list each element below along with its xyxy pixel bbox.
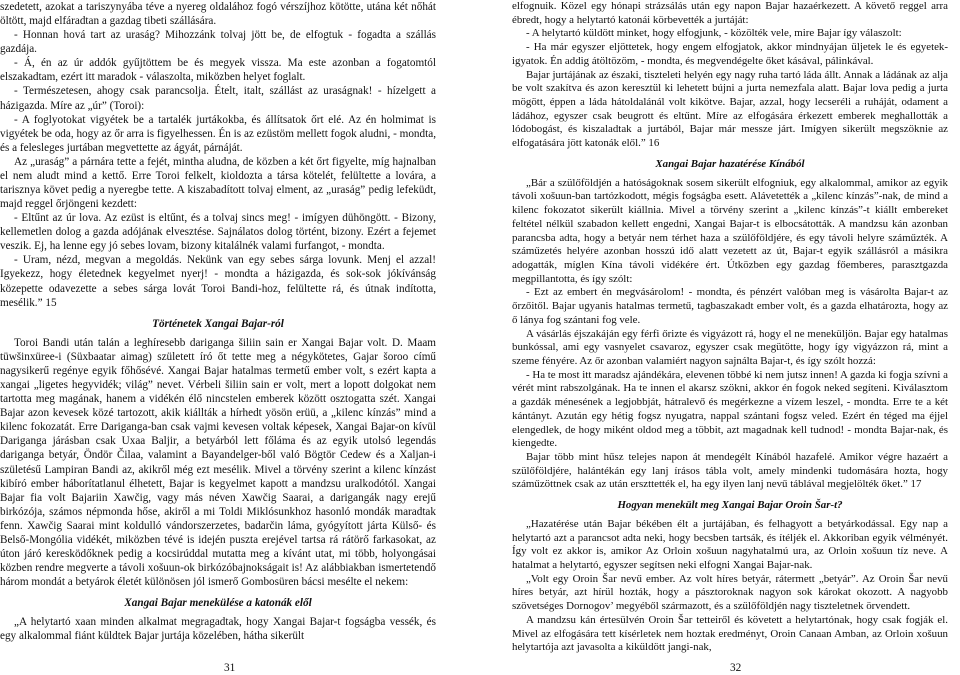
paragraph: elfognuik. Közel egy hónapi strázsálás után egy napon Bajar hazaérkezett. A követő reggel arra ébredt, hogy a helytartó katonái körbevették a jurtáját: <box>512 0 948 26</box>
right-column <box>512 0 948 655</box>
paragraph: Bajar több mint hűsz telejes napon át mendegélt Kínából hazafelé. Amikor végre hazaért a szülőföldjére, halántékán egy lanj írásos tábla volt, amely mindenki tudomására hozta, hogy száműzöttnek csak az után erszttették el, ha egy ilyen lanj nevű táblával megjelölték őket.” 17 <box>512 451 948 491</box>
paragraph: Bajar jurtájának az északi, tiszteleti helyén egy nagy ruha tartó láda állt. Annak a ládának az alja be volt szakítva és azon keresztül ki lehetett bújni a jurta nemezfala alatt. Bajar lova pedig a jurta mögött, éppen a láda hátoldalánál volt kikötve. Bajar, azzal, hogy lecseréli a ruháját, odament a ládához, egyszer csak beugrott és eltűnt. Míre az elfogására érkezett emberek meghallották a lódobogást, és kiszaladtak a jurtából, Bajar már messze járt. Imígyen sikerült megszöknie az elfogatására jött katonák elől.” 16 <box>512 68 948 150</box>
paragraph: A vásárlás éjszakáján egy férfi őrizte és vigyázott rá, hogy el ne meneküljön. Bajar egy hatalmas bunkóssal, ami egy vasnyelet csavaroz, egyszer csak megütötte, hogy így vigyázzon rá, mint a szeme fényére. Az őr azonban valamiért nagyon sajnálta Bajar-t, és így szólt hozzá: <box>512 327 948 367</box>
paragraph: - Ezt az embert én megvásárolom! - mondta, és pénzért valóban meg is vásárolta Bajar-t az őrzőitől. Bajar ugyanis hatalmas termetű, tagbaszakadt ember volt, és a gazda elhatározta, hogy az ő lánya fog szántani fog vele. <box>512 286 948 326</box>
paragraph: - Á, én az úr addók gyűjtöttem be és megyek vissza. Ma este azonban a fogatomtól elszakadtam, ezért itt maradok - válaszolta, miközben helyet foglalt. <box>0 57 436 84</box>
paragraph: A mandzsu kán értesülvén Oroin Šar tetteiről és követett a helytartónak, hogy csak fogják el. Mivel az elfogására tett kísérletek nem hoztak eredményt, Oroin Canaan Amban, az Orloin xošuun helytartója azt javasolta a kiküldött jangi-nak, <box>512 613 948 654</box>
paragraph: - Természetesen, ahogy csak parancsolja. Ételt, italt, szállást az uraságnak! - hízelgett a házigazda. Míre az „úr” (Toroi): <box>0 85 436 112</box>
paragraph: - Ha már egyszer eljöttetek, hogy engem elfogjatok, akkor mindnyájan üljetek le és egyetek-igyatok. Én addig átöltözöm, - mondta, és megvendégelte őket kásával, pálinkával. <box>512 41 948 67</box>
paragraph: - A foglyotokat vigyétek be a tartalék jurtákokba, és állítsatok őrt elé. Az én holmimat is vigyétek be oda, hogy az őr arra is figyelhessen. Én is az ezüstöm mellett fogok aludni, - mondta, és a felesleges jurtában megvettette az ágyát, párnáját. <box>0 113 436 154</box>
left-column <box>0 0 436 643</box>
paragraph: Toroi Bandi után talán a leghíresebb darigangа šiliin sain er Xangai Bajar volt. D. Maam tüwšinxüree-i (Süxbaatar aimag) született író őt tette meg a négykötetes, Gajar šoroo című nagysikerű regénye egyik főhősévé. Xangai Bajar hatalmas termetű ember volt, s ezért kapta a xangai „ligetes hegyvidék; világ” nevet. Vérbeli šiliin sain er volt, mert a lopott dolgokat nem tartotta meg magának, hanem a vidékén élő nincstelen emberek között osztogatta szét. Xangai Bajar azon kevesek közé tartozott, akik kiállták a hírhedt yösön erüü, a „kilenc kínzás” mind a kilenc fokozatát. Erre Dariganga-ban csak vajmi kevesen voltak képesek, Xangai Bajar-on kívül Dariganga járásban csak Uxaa Baljir, a betyárból lett főláma és az egyik utolsó legendás darigangа betyár, Öndör Čilaa, valamint a Bayandelger-ből való Bögtör Cedew és a Xaljan-i születésű Lampiran Bandi az, akikről még ezt mesélik. Mivel a törvény szerint a kilenc kínzást kibíró ember háborítatlanul élhetett, Bajar is kegyelmet kapott a mandzsu uralkodótól. Xangai Bajar fia volt Bajariin Xawčig, vagy más néven Xawčig Saarai, a darigangák nagy erejű birkózója, számos népmonda hőse, akiről a mi Toldi Miklósunkhoz hasonló mondák maradtak fenn. Xawčig Saarai mint koldulló vándorszerzetes, badarčin láma, gyógyított járta Külső- és Belső-Mongólia vidékét, miközben tévé is idején puszta erejével tartsa rá rátörő farkasokat, az úton járó keresködőknek pedig a kocsirúddal mutatta meg a kívánt utat, mi több, holyongásai közben rendre megverte a távoli xošuun-ok birkózóbajnokságait is! Az alábbiakban ismertetendő három mondát a betyárok életét különösen jól ismerő Gombosüren bácsi mesélte el nekem: <box>0 336 436 589</box>
paragraph: - Uram, nézd, megvan a megoldás. Nekünk van egy sebes sárga lovunk. Menj el azzal! Igyekezz, hogy életednek kegyelmet nyerj! - mondta a házigazda, és sok-sok jókívánság közepette odavezette a sebes sárga lovát Toroi Bandi-hoz, felültette rá, és útnak indította, mesélik.” 15 <box>0 254 436 309</box>
paragraph: szedetett, azokat a tariszynyába téve a nyereg oldalához fogó vérszíjhoz kötötte, utána két nőhát öltött, majd elfáradtan a gazdag tibeti szállására. <box>0 1 436 28</box>
paragraph: - Ha te most itt maradsz ajándékára, elevenen többé ki nem jutsz innen! A gazda ki fogja szívni a vérét mint rabszolgának. Ha te innen el akarsz szökni, akkor én fogok neked segíteni. Kiválasztom a gazdák ménesének a legjobbját, hátralevő és megérkezne a vízem leszel, - mondta. Erre te a két kántányt. Azután egy hétig fogsz nyugatra, nappal szántani fogsz veled. Ezért én téged ma éjjel elengedlek, de hogy miként oldod meg a többit, azt magadnak kell tudnod! - mondta Bajar-nak, és kiengedte. <box>512 368 948 450</box>
paragraph: „Hazatérése után Bajar békében élt a jurtájában, és felhagyott a betyárkodással. Egy nap a helytartó azt a parancsot adta neki, hogy becsben tartsák, és ítéljék el. Akkoriban egyik vélményét. Így volt ez akkor is, amikor Az Orloin xošuun nagyhatalmú ura, az Orloin xošuun tíz neve. A hatalmat a helytartó, egyszer segítsen neki elfogni Xangai Bajar-nak. <box>512 517 948 572</box>
paragraph: - A helytartó küldött minket, hogy elfogjunk, - közölték vele, mire Bajar így válaszolt: <box>526 27 902 40</box>
page-number-right: 32 <box>730 662 742 674</box>
paragraph: Az „uraság” a párnára tette a fejét, mintha aludna, de közben a két őrt figyelte, míg hajnalban el nem aludt mind a kettő. Erre Toroi felkelt, kioldozta a társa kötelét, felültette a lovára, a tarisznya követ pedig a nyeregbe tette. A kiszabadított tolvaj elment, az „uraság” pedig lefeküdt, majd reggel őrjöngeni kezdett: <box>0 155 436 211</box>
section-heading: Xangai Bajar menekülése a katonák elől <box>124 597 312 610</box>
section-heading: Történetek Xangai Bajar-ról <box>152 317 284 330</box>
section-heading: Hogyan menekült meg Xangai Bajar Oroin Šar-t? <box>617 499 843 512</box>
paragraph: „Volt egy Oroin Šar nevű ember. Az volt híres betyár, rátermett „betyár”. Az Oroin Šar nevű híres betyár, azt hírül hozták, hogy a pásztoroknak nagyon sok károkat okozott. A nagyobb szövetséges Dornogov’ megyéből származott, és a szülőföldjén nagy tiszteletnek örvendett. <box>512 572 948 613</box>
paragraph: „A helytartó xaan minden alkalmat megragadtak, hogy Xangai Bajar-t fogságba vessék, és egy alkalommal fiánt küldtek Bajar jurtája közelében, hátha sikerült <box>0 616 436 643</box>
paragraph: - Honnan hová tart az uraság? Mihozzánk tolvaj jött be, de elfogtuk - fogadta a szállás gazdája. <box>0 29 436 56</box>
paragraph: - Eltűnt az úr lova. Az ezüst is eltűnt, és a tolvaj sincs meg! - imígyen dühöngött. - Bizony, kellemetlen dolog a gazda adójának elvesztése. Sajnálatos dolog történt, bizony. Ezért a fejemet veszik. Ej, ha lenne egy jó sebes lovam, bizony kitalálnék valami furfangot, - mondta. <box>0 212 436 253</box>
paragraph: „Bár a szülőföldjén a hatóságoknak sosem sikerült elfogniuk, egy alkalommal, amikor az egyik távoli xošuun-ban tartózkodott, mégis fogságba esett. Alávetették a „kilenc kínzás”-nak, de mind a kilenc fokozatot sikerült kiállnia. Mivel a törvény szerint a „kilenc kínzás”-t kiállt embereket feltétel nélkül szabadon kellett engedni, Xangai Bajar-t is elbocsátották. A mandzsu kán azonban parancsba adta, hogy a betyár nem térhet haza a szülőföldjére, és egy távoli helyre száműzték. A száműzetés helyére azonban hosszú idő alatt vezetett az út, Bajar-t egyik szállásról a másikra adogatták, míglen Kína távoli vidékére ért. Útközben egy gazdag főemberes, parasztgazda megpillantotta, és így szólt: <box>512 176 948 285</box>
section-heading: Xangai Bajar hazatérése Kínából <box>655 157 805 170</box>
page-number-left: 31 <box>224 662 236 674</box>
